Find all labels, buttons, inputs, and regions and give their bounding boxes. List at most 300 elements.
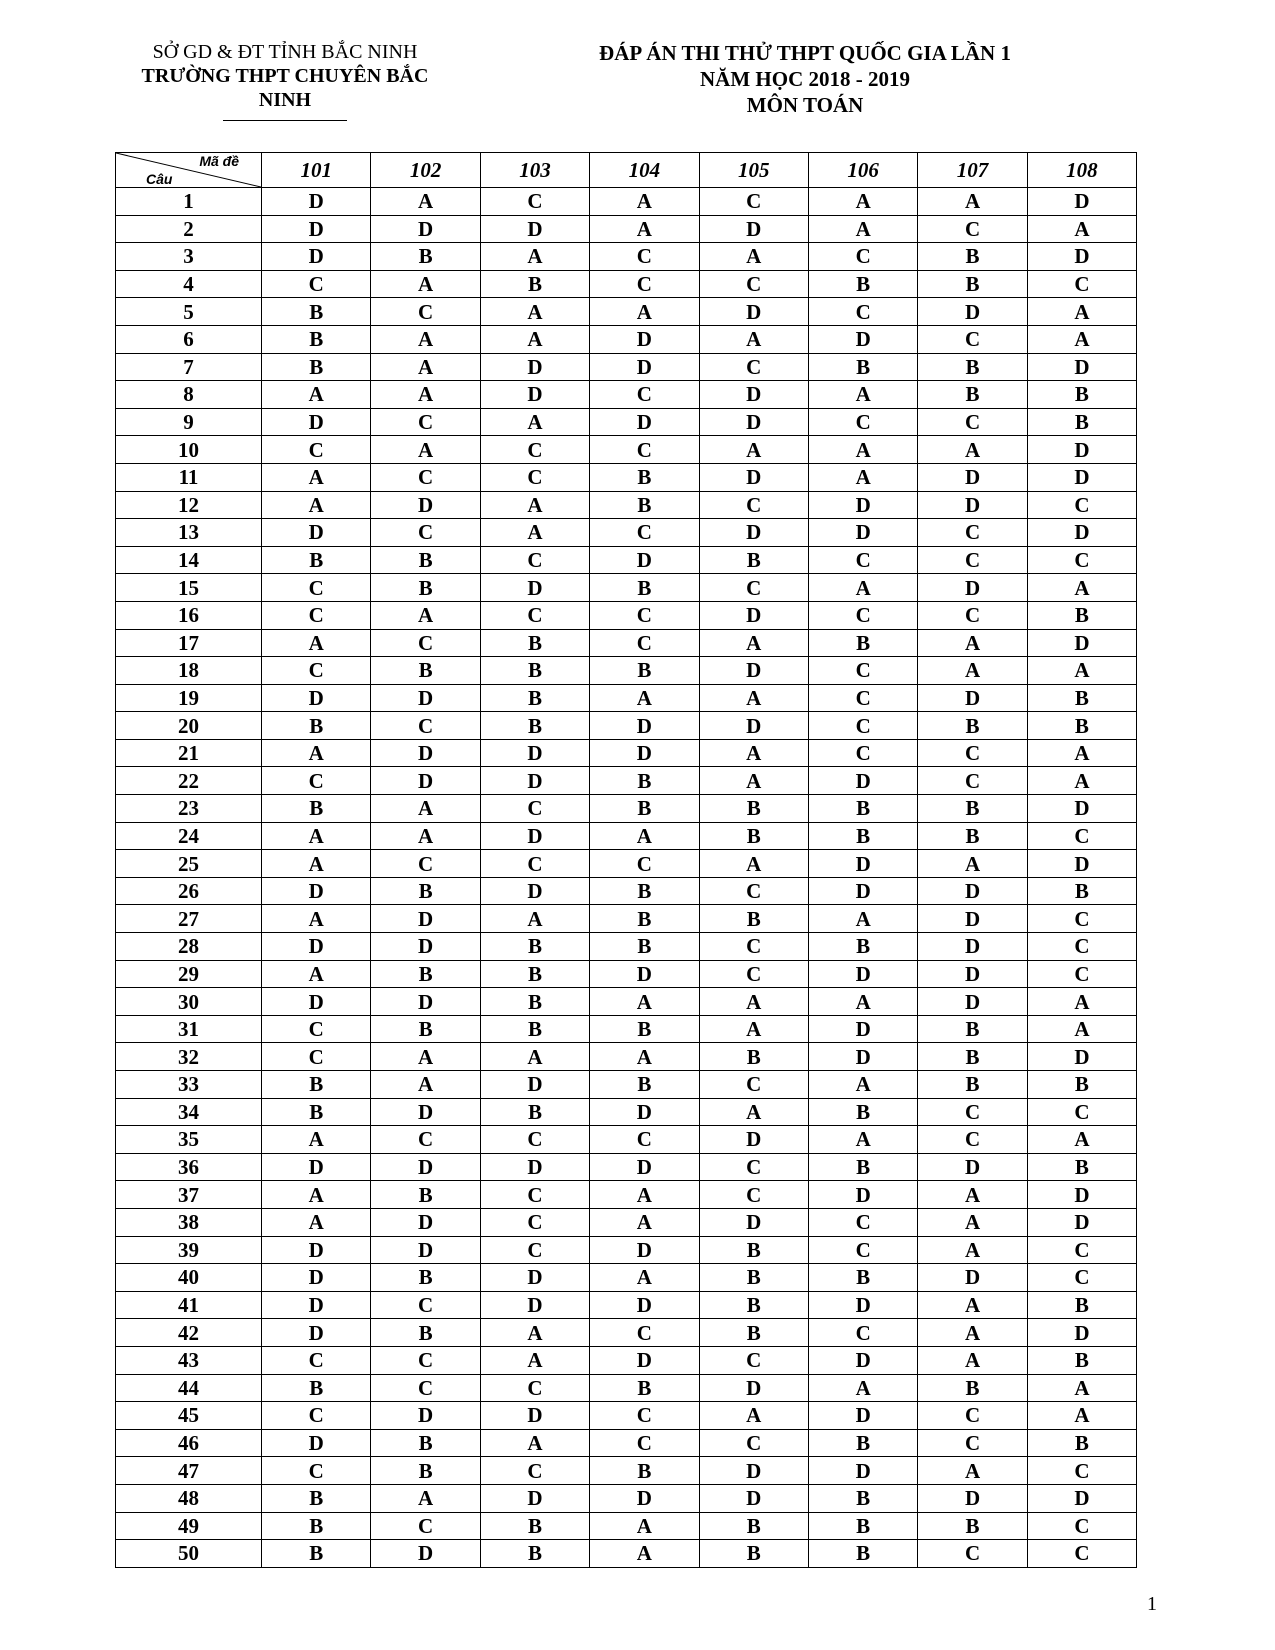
answer-cell: B	[808, 1264, 917, 1292]
question-number-cell: 45	[116, 1402, 262, 1430]
table-row	[116, 381, 1137, 409]
answer-cell: D	[480, 1484, 589, 1512]
answer-cell: B	[808, 1540, 917, 1568]
answer-cell: D	[480, 1402, 589, 1430]
answer-cell: C	[808, 1208, 917, 1236]
answer-cell: C	[1027, 905, 1136, 933]
answer-cell: C	[808, 712, 917, 740]
answer-cell: D	[590, 1098, 699, 1126]
answer-cell: D	[262, 243, 371, 271]
answer-cell: C	[1027, 822, 1136, 850]
answer-cell: C	[699, 877, 808, 905]
answer-cell: B	[371, 243, 480, 271]
answer-cell: C	[1027, 1264, 1136, 1292]
table-row	[116, 353, 1137, 381]
answer-cell: B	[808, 933, 917, 961]
answer-cell: D	[918, 463, 1027, 491]
exam-code-header: 106	[808, 153, 917, 188]
answer-cell: D	[699, 463, 808, 491]
answer-cell: D	[1027, 629, 1136, 657]
answer-cell: D	[590, 408, 699, 436]
table-row	[116, 215, 1137, 243]
answer-cell: A	[590, 1512, 699, 1540]
answer-cell: B	[590, 1071, 699, 1099]
answer-cell: C	[918, 1540, 1027, 1568]
answer-cell: C	[808, 739, 917, 767]
answer-cell: B	[1027, 1291, 1136, 1319]
answer-cell: D	[918, 574, 1027, 602]
answer-cell: B	[371, 877, 480, 905]
answer-cell: B	[262, 325, 371, 353]
answer-cell: D	[1027, 850, 1136, 878]
answer-cell: B	[590, 877, 699, 905]
table-row	[116, 1346, 1137, 1374]
question-number-cell: 8	[116, 381, 262, 409]
answer-cell: D	[590, 1153, 699, 1181]
answer-cell: C	[918, 739, 1027, 767]
answer-cell: A	[808, 905, 917, 933]
page-number: 1	[1147, 1593, 1157, 1615]
answer-cell: B	[480, 629, 589, 657]
answer-cell: C	[808, 1319, 917, 1347]
exam-code-header: 108	[1027, 153, 1136, 188]
answer-cell: D	[371, 491, 480, 519]
exam-code-header: 104	[590, 153, 699, 188]
answer-cell: C	[918, 1098, 1027, 1126]
answer-cell: D	[262, 1319, 371, 1347]
answer-cell: B	[480, 657, 589, 685]
answer-cell: C	[1027, 270, 1136, 298]
answer-cell: A	[480, 1346, 589, 1374]
question-label: Câu	[146, 171, 173, 187]
table-row	[116, 684, 1137, 712]
answer-cell: D	[918, 960, 1027, 988]
school-header	[120, 40, 450, 121]
answer-cell: D	[918, 491, 1027, 519]
exam-code-header: 102	[371, 153, 480, 188]
answer-cell: B	[371, 657, 480, 685]
exam-code-header: 101	[262, 153, 371, 188]
question-number-cell: 44	[116, 1374, 262, 1402]
answer-cell: D	[808, 1457, 917, 1485]
answer-cell: A	[918, 1181, 1027, 1209]
answer-cell: A	[590, 1208, 699, 1236]
answer-cell: C	[918, 1429, 1027, 1457]
answer-cell: A	[262, 629, 371, 657]
answer-cell: A	[590, 1540, 699, 1568]
question-number-cell: 26	[116, 877, 262, 905]
answer-cell: D	[480, 739, 589, 767]
answer-cell: D	[371, 1208, 480, 1236]
answer-cell: D	[371, 684, 480, 712]
question-number-cell: 4	[116, 270, 262, 298]
answer-cell: D	[590, 1291, 699, 1319]
answer-cell: B	[590, 574, 699, 602]
answer-cell: C	[699, 1181, 808, 1209]
table-row	[116, 795, 1137, 823]
question-number-cell: 20	[116, 712, 262, 740]
answer-cell: A	[918, 629, 1027, 657]
exam-code-header: 105	[699, 153, 808, 188]
answer-cell: A	[480, 905, 589, 933]
answer-cell: D	[1027, 1484, 1136, 1512]
answer-cell: C	[371, 519, 480, 547]
answer-cell: C	[918, 767, 1027, 795]
answer-cell: D	[918, 877, 1027, 905]
answer-cell: C	[590, 601, 699, 629]
title-line-3: MÔN TOÁN	[746, 93, 864, 117]
question-number-cell: 39	[116, 1236, 262, 1264]
answer-cell: D	[808, 767, 917, 795]
answer-cell: C	[262, 436, 371, 464]
answer-cell: A	[1027, 298, 1136, 326]
answer-cell: B	[808, 1098, 917, 1126]
answer-cell: C	[262, 574, 371, 602]
answer-cell: B	[1027, 601, 1136, 629]
table-row	[116, 1264, 1137, 1292]
answer-cell: D	[1027, 1043, 1136, 1071]
answer-cell: C	[480, 1236, 589, 1264]
answer-cell: C	[262, 657, 371, 685]
table-row	[116, 1126, 1137, 1154]
title-line-1: ĐÁP ÁN THI THỬ THPT QUỐC GIA LẦN 1	[599, 41, 1011, 65]
question-number-cell: 28	[116, 933, 262, 961]
table-header-row	[116, 153, 1137, 188]
answer-cell: A	[1027, 325, 1136, 353]
answer-cell: D	[480, 822, 589, 850]
answer-cell: D	[918, 684, 1027, 712]
table-row	[116, 767, 1137, 795]
answer-cell: A	[918, 436, 1027, 464]
answer-cell: D	[590, 712, 699, 740]
answer-cell: B	[590, 767, 699, 795]
title-line-2: NĂM HỌC 2018 - 2019	[700, 67, 910, 91]
answer-cell: D	[699, 215, 808, 243]
answer-cell: C	[699, 1429, 808, 1457]
question-number-cell: 22	[116, 767, 262, 795]
answer-key-table	[115, 152, 1137, 1568]
answer-cell: C	[371, 1126, 480, 1154]
answer-cell: A	[699, 739, 808, 767]
question-number-cell: 30	[116, 988, 262, 1016]
answer-cell: D	[480, 574, 589, 602]
question-number-cell: 10	[116, 436, 262, 464]
answer-cell: D	[590, 546, 699, 574]
answer-cell: D	[1027, 188, 1136, 216]
answer-cell: D	[699, 381, 808, 409]
answer-cell: C	[918, 519, 1027, 547]
answer-cell: D	[918, 1264, 1027, 1292]
answer-cell: C	[371, 463, 480, 491]
answer-cell: B	[262, 1071, 371, 1099]
answer-cell: A	[371, 795, 480, 823]
question-number-cell: 15	[116, 574, 262, 602]
answer-cell: D	[371, 1153, 480, 1181]
answer-cell: B	[590, 1374, 699, 1402]
answer-cell: D	[590, 1236, 699, 1264]
question-number-cell: 25	[116, 850, 262, 878]
question-number-cell: 31	[116, 1015, 262, 1043]
answer-cell: A	[371, 381, 480, 409]
answer-cell: C	[1027, 960, 1136, 988]
answer-cell: B	[918, 712, 1027, 740]
answer-cell: C	[590, 1402, 699, 1430]
question-number-cell: 48	[116, 1484, 262, 1512]
answer-cell: A	[1027, 739, 1136, 767]
answer-cell: D	[262, 519, 371, 547]
answer-cell: B	[480, 270, 589, 298]
answer-cell: A	[262, 491, 371, 519]
question-number-cell: 40	[116, 1264, 262, 1292]
answer-cell: B	[699, 1291, 808, 1319]
answer-cell: A	[699, 684, 808, 712]
answer-cell: A	[590, 298, 699, 326]
answer-cell: D	[371, 933, 480, 961]
answer-cell: C	[590, 381, 699, 409]
answer-cell: B	[918, 1015, 1027, 1043]
question-number-cell: 14	[116, 546, 262, 574]
answer-cell: B	[1027, 877, 1136, 905]
question-number-cell: 38	[116, 1208, 262, 1236]
answer-cell: A	[590, 988, 699, 1016]
answer-cell: D	[918, 1153, 1027, 1181]
answer-cell: B	[480, 684, 589, 712]
answer-cell: C	[480, 1374, 589, 1402]
table-row	[116, 988, 1137, 1016]
answer-cell: D	[699, 601, 808, 629]
answer-cell: A	[1027, 988, 1136, 1016]
answer-cell: B	[371, 1264, 480, 1292]
answer-cell: A	[262, 1208, 371, 1236]
answer-cell: D	[699, 1374, 808, 1402]
answer-cell: B	[262, 712, 371, 740]
answer-cell: A	[918, 657, 1027, 685]
answer-cell: A	[371, 1484, 480, 1512]
answer-cell: C	[699, 491, 808, 519]
answer-cell: A	[1027, 215, 1136, 243]
table-row	[116, 1540, 1137, 1568]
answer-cell: D	[918, 1484, 1027, 1512]
answer-cell: C	[808, 546, 917, 574]
answer-cell: D	[480, 215, 589, 243]
answer-cell: A	[480, 519, 589, 547]
answer-cell: B	[371, 1429, 480, 1457]
answer-cell: C	[480, 795, 589, 823]
answer-cell: D	[808, 1402, 917, 1430]
answer-cell: A	[371, 270, 480, 298]
table-row	[116, 1457, 1137, 1485]
question-number-cell: 16	[116, 601, 262, 629]
answer-cell: A	[262, 960, 371, 988]
answer-cell: A	[918, 1319, 1027, 1347]
answer-cell: A	[480, 1043, 589, 1071]
answer-cell: D	[371, 1098, 480, 1126]
answer-cell: C	[371, 850, 480, 878]
answer-cell: B	[262, 353, 371, 381]
answer-cell: D	[808, 491, 917, 519]
answer-cell: C	[262, 1346, 371, 1374]
answer-cell: A	[590, 1264, 699, 1292]
answer-cell: C	[262, 270, 371, 298]
table-row	[116, 436, 1137, 464]
answer-cell: C	[699, 1071, 808, 1099]
answer-cell: B	[808, 353, 917, 381]
answer-cell: C	[1027, 933, 1136, 961]
diagonal-divider	[116, 153, 261, 187]
question-number-cell: 35	[116, 1126, 262, 1154]
table-row	[116, 850, 1137, 878]
answer-cell: A	[262, 739, 371, 767]
answer-cell: B	[262, 1512, 371, 1540]
question-number-cell: 33	[116, 1071, 262, 1099]
answer-cell: B	[808, 1429, 917, 1457]
question-number-cell: 27	[116, 905, 262, 933]
question-number-cell: 24	[116, 822, 262, 850]
answer-cell: A	[371, 436, 480, 464]
answer-cell: D	[590, 325, 699, 353]
answer-cell: B	[590, 1015, 699, 1043]
answer-cell: D	[918, 905, 1027, 933]
answer-cell: D	[699, 657, 808, 685]
answer-cell: C	[918, 325, 1027, 353]
answer-cell: B	[371, 1457, 480, 1485]
answer-cell: B	[480, 988, 589, 1016]
answer-cell: C	[480, 850, 589, 878]
question-number-cell: 3	[116, 243, 262, 271]
answer-cell: C	[371, 408, 480, 436]
answer-cell: C	[262, 1402, 371, 1430]
question-number-cell: 1	[116, 188, 262, 216]
table-row	[116, 408, 1137, 436]
exam-code-header: 103	[480, 153, 589, 188]
answer-cell: C	[918, 408, 1027, 436]
question-number-cell: 29	[116, 960, 262, 988]
table-row	[116, 298, 1137, 326]
answer-cell: D	[808, 325, 917, 353]
answer-cell: C	[1027, 1098, 1136, 1126]
answer-cell: A	[371, 353, 480, 381]
answer-cell: B	[918, 1512, 1027, 1540]
question-number-cell: 17	[116, 629, 262, 657]
answer-cell: B	[808, 1153, 917, 1181]
answer-cell: A	[590, 215, 699, 243]
answer-cell: B	[1027, 1429, 1136, 1457]
answer-cell: B	[262, 795, 371, 823]
school-name-line1: TRƯỜNG THPT CHUYÊN BẮC	[141, 65, 429, 87]
answer-cell: A	[262, 381, 371, 409]
answer-cell: D	[1027, 795, 1136, 823]
answer-cell: B	[1027, 381, 1136, 409]
table-row	[116, 188, 1137, 216]
question-number-cell: 13	[116, 519, 262, 547]
answer-cell: B	[918, 270, 1027, 298]
answer-cell: D	[590, 960, 699, 988]
answer-cell: A	[808, 1126, 917, 1154]
table-row	[116, 1236, 1137, 1264]
question-number-cell: 12	[116, 491, 262, 519]
answer-cell: D	[699, 1457, 808, 1485]
school-name-line2: NINH	[258, 89, 312, 111]
answer-cell: D	[262, 1236, 371, 1264]
answer-cell: A	[808, 463, 917, 491]
answer-cell: B	[1027, 408, 1136, 436]
answer-cell: D	[808, 877, 917, 905]
answer-cell: D	[1027, 1319, 1136, 1347]
answer-cell: D	[371, 1402, 480, 1430]
question-number-cell: 19	[116, 684, 262, 712]
answer-cell: B	[480, 1512, 589, 1540]
answer-cell: C	[480, 546, 589, 574]
answer-cell: D	[699, 1126, 808, 1154]
question-number-cell: 37	[116, 1181, 262, 1209]
answer-cell: B	[918, 1043, 1027, 1071]
answer-cell: B	[590, 491, 699, 519]
answer-cell: C	[918, 215, 1027, 243]
answer-cell: D	[590, 1484, 699, 1512]
answer-cell: D	[1027, 463, 1136, 491]
answer-cell: D	[699, 1208, 808, 1236]
answer-cell: B	[1027, 1153, 1136, 1181]
answer-cell: D	[480, 1153, 589, 1181]
question-number-cell: 2	[116, 215, 262, 243]
answer-cell: C	[262, 1457, 371, 1485]
question-number-cell: 41	[116, 1291, 262, 1319]
answer-cell: B	[262, 1374, 371, 1402]
answer-cell: B	[918, 1374, 1027, 1402]
table-row	[116, 1374, 1137, 1402]
table-row	[116, 1015, 1137, 1043]
answer-cell: B	[590, 905, 699, 933]
answer-cell: B	[590, 657, 699, 685]
answer-cell: B	[699, 1319, 808, 1347]
answer-cell: B	[1027, 712, 1136, 740]
answer-cell: C	[590, 1126, 699, 1154]
answer-cell: C	[808, 408, 917, 436]
answer-cell: A	[699, 850, 808, 878]
answer-cell: B	[918, 243, 1027, 271]
answer-cell: B	[808, 629, 917, 657]
answer-cell: C	[590, 270, 699, 298]
question-number-cell: 43	[116, 1346, 262, 1374]
table-row	[116, 1153, 1137, 1181]
question-number-cell: 21	[116, 739, 262, 767]
answer-cell: C	[480, 436, 589, 464]
answer-cell: A	[480, 1429, 589, 1457]
answer-cell: D	[480, 1291, 589, 1319]
answer-cell: A	[918, 1208, 1027, 1236]
answer-cell: D	[371, 1540, 480, 1568]
answer-cell: A	[699, 243, 808, 271]
answer-cell: B	[918, 822, 1027, 850]
answer-cell: A	[699, 1402, 808, 1430]
answer-cell: B	[262, 298, 371, 326]
answer-cell: D	[590, 1346, 699, 1374]
answer-cell: D	[371, 1236, 480, 1264]
answer-cell: C	[1027, 1512, 1136, 1540]
answer-cell: A	[808, 188, 917, 216]
answer-cell: B	[262, 1484, 371, 1512]
answer-cell: D	[262, 1291, 371, 1319]
answer-cell: B	[699, 1264, 808, 1292]
answer-cell: A	[1027, 1126, 1136, 1154]
answer-cell: C	[808, 298, 917, 326]
answer-cell: D	[918, 933, 1027, 961]
answer-cell: C	[808, 243, 917, 271]
answer-cell: A	[262, 905, 371, 933]
answer-cell: D	[918, 298, 1027, 326]
table-row	[116, 712, 1137, 740]
answer-cell: D	[262, 188, 371, 216]
